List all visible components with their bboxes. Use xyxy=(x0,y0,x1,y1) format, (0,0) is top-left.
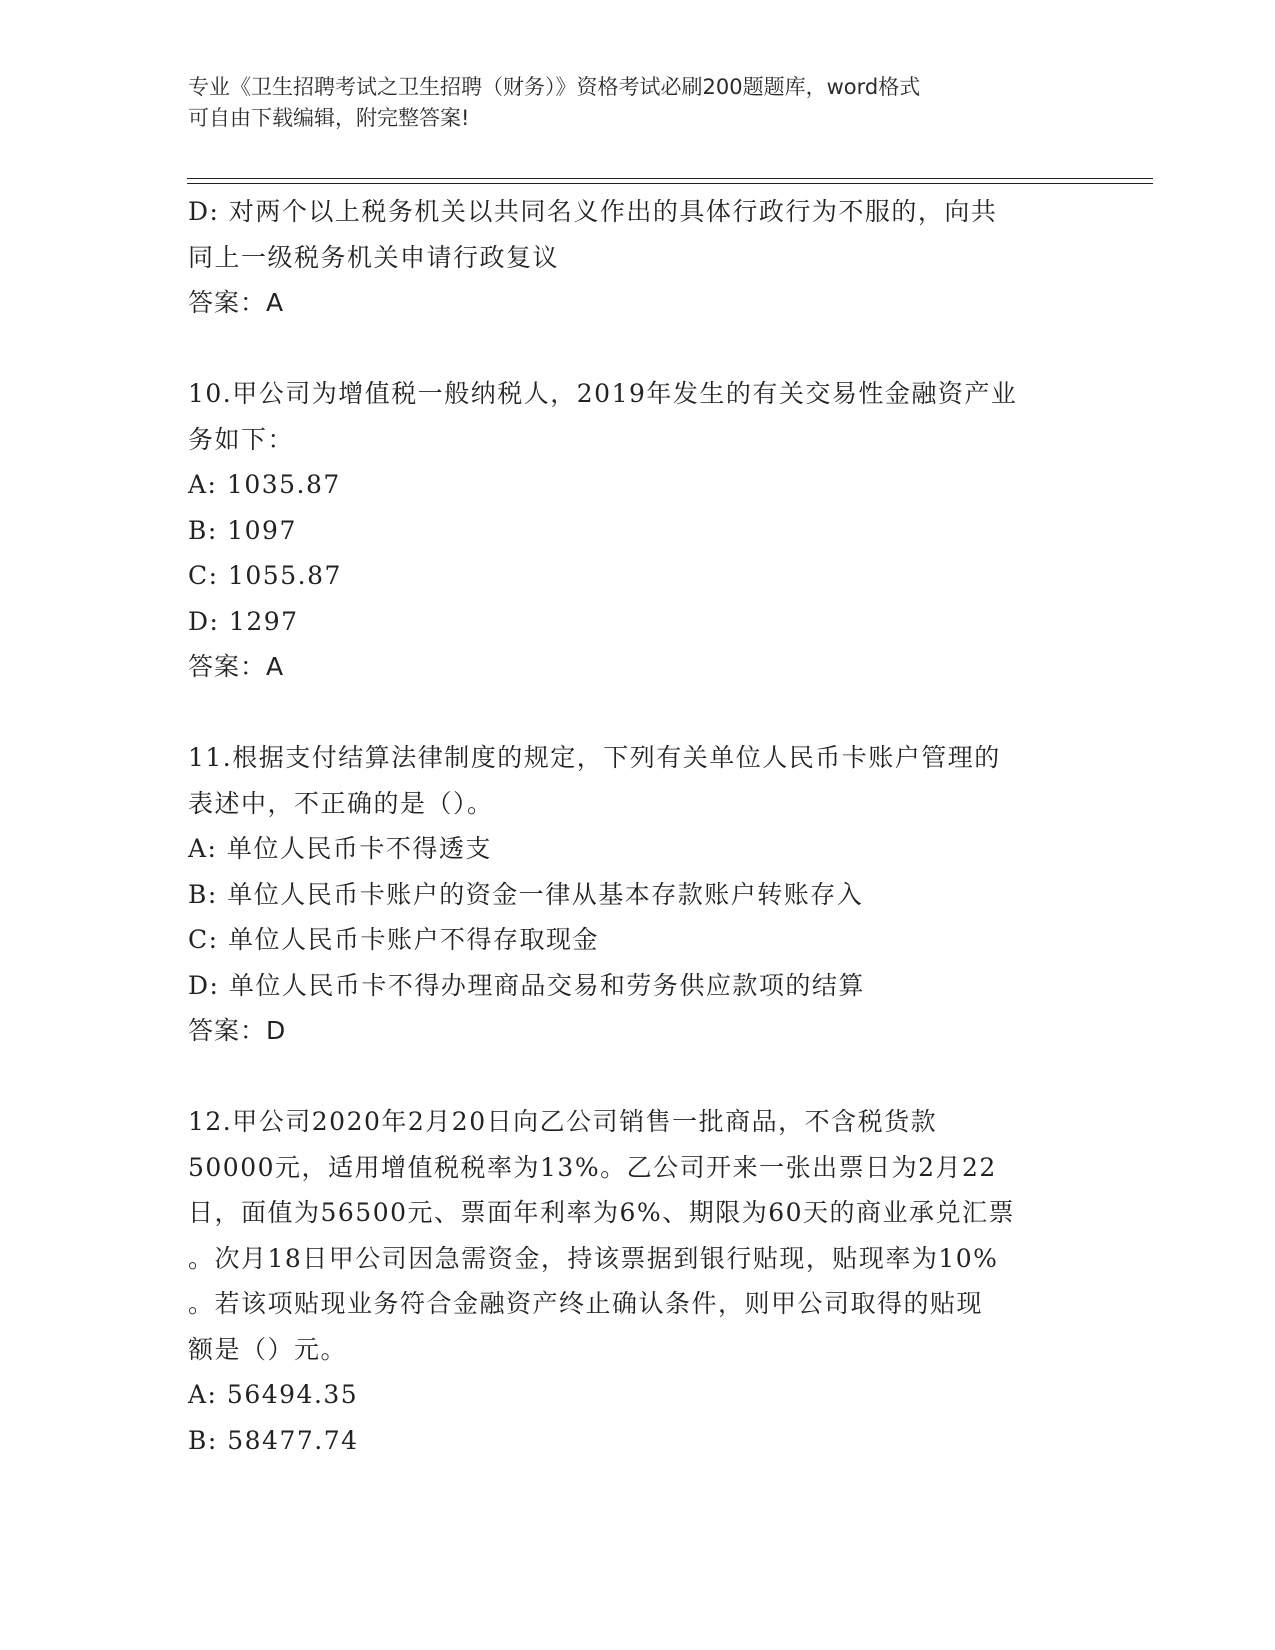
question-stem-line: 表述中，不正确的是（）。 xyxy=(188,788,494,818)
question-11 xyxy=(188,735,1088,1054)
question-stem-line: 50000元，适用增值税税率为13%。乙公司开来一张出票日为2月22 xyxy=(188,1152,997,1182)
question-stem-line: 务如下： xyxy=(188,424,295,454)
option-d-line-2: 同上一级税务机关申请行政复议 xyxy=(188,242,560,272)
option-a: A: 单位人民币卡不得透支 xyxy=(188,834,492,863)
header-divider-top xyxy=(187,178,1153,179)
question-stem-line: 11.根据支付结算法律制度的规定，下列有关单位人民币卡账户管理的 xyxy=(188,743,1001,772)
header-divider-bottom xyxy=(187,183,1153,184)
question-9-tail xyxy=(188,189,1088,326)
question-stem-line: 。次月18日甲公司因急需资金，持该票据到银行贴现，贴现率为10% xyxy=(188,1243,999,1273)
option-c: C: 单位人民币卡账户不得存取现金 xyxy=(188,925,599,954)
question-stem-line: 日，面值为56500元、票面年利率为6%、期限为60天的商业承兑汇票 xyxy=(188,1198,1016,1227)
answer: 答案：D xyxy=(188,1016,287,1045)
answer: 答案：A xyxy=(188,652,285,681)
option-b: B: 单位人民币卡账户的资金一律从基本存款账户转账存入 xyxy=(188,879,864,909)
answer: 答案：A xyxy=(188,288,285,317)
spacer xyxy=(188,690,1088,736)
header-line-2: 可自由下载编辑，附完整答案! xyxy=(188,106,470,130)
option-d-line-1: D: 对两个以上税务机关以共同名义作出的具体行政行为不服的，向共 xyxy=(188,197,998,226)
option-b: B: 1097 xyxy=(188,515,297,545)
spacer xyxy=(188,1054,1088,1100)
option-d: D: 1297 xyxy=(188,606,299,636)
question-12 xyxy=(188,1099,1088,1463)
option-a: A: 56494.35 xyxy=(188,1380,359,1409)
spacer xyxy=(188,326,1088,372)
question-stem-line: 。若该项贴现业务符合金融资产终止确认条件，则甲公司取得的贴现 xyxy=(188,1289,984,1318)
document-header xyxy=(188,72,1088,134)
question-10 xyxy=(188,371,1088,690)
document-body xyxy=(188,189,1088,1463)
option-d: D: 单位人民币卡不得办理商品交易和劳务供应款项的结算 xyxy=(188,970,865,1000)
option-a: A: 1035.87 xyxy=(188,470,341,499)
option-c: C: 1055.87 xyxy=(188,561,342,590)
question-stem-line: 12.甲公司2020年2月20日向乙公司销售一批商品，不含税货款 xyxy=(188,1107,938,1136)
header-line-1: 专业《卫生招聘考试之卫生招聘（财务）》资格考试必刷200题题库，word格式 xyxy=(188,75,921,99)
question-stem-line: 10.甲公司为增值税一般纳税人，2019年发生的有关交易性金融资产业 xyxy=(188,379,1018,408)
option-b: B: 58477.74 xyxy=(188,1425,359,1455)
question-stem-line: 额是（）元。 xyxy=(188,1334,348,1364)
